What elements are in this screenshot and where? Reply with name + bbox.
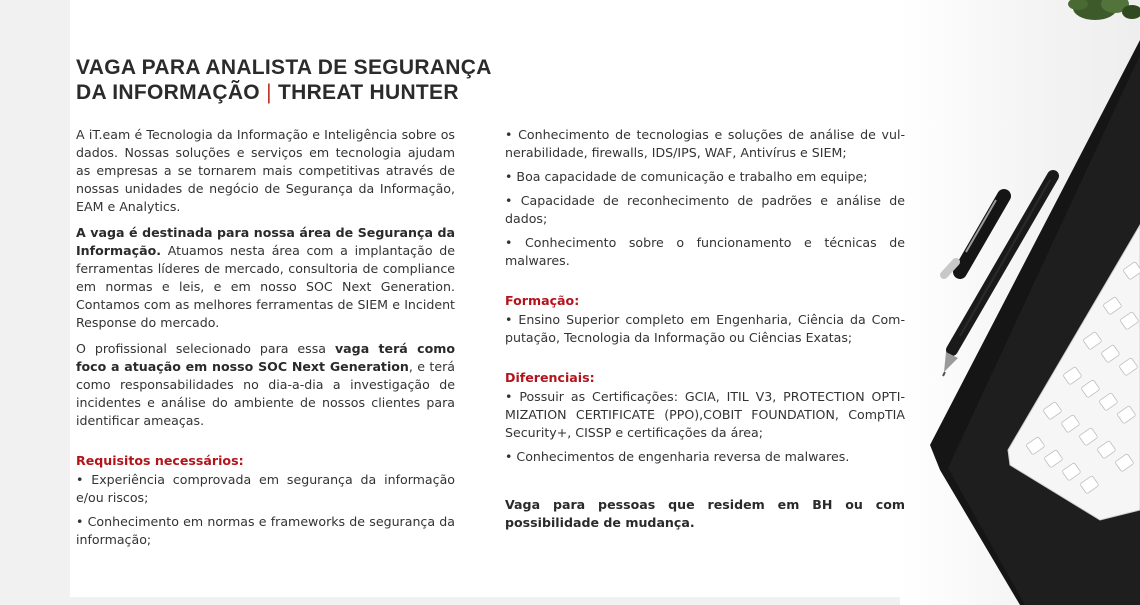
requirement-item: • Capacidade de reconhecimento de padrões e análise de dados; <box>505 193 905 226</box>
differential-item: • Conhecimentos de engenharia reversa de malwares. <box>505 449 850 464</box>
title-line-2-a: DA INFORMAÇÃO <box>76 81 260 104</box>
requirement-item: • Conhecimento sobre o funcionamento e técnicas de malwares. <box>505 235 905 268</box>
requirement-item: • Conhecimento em normas e frameworks de segurança da informação; <box>76 514 455 547</box>
plant-icon <box>1068 0 1140 20</box>
right-column <box>505 126 905 532</box>
left-column <box>76 126 455 549</box>
left-margin-band <box>0 0 70 605</box>
education-item: • Ensino Superior completo em Engenharia, Ciência da Computação, Tecnologia da Informação ou Ciências Exatas; <box>505 312 905 345</box>
title-separator: | <box>266 81 272 104</box>
role-paragraph-text-a: O profissional selecionado para essa <box>76 341 335 356</box>
area-paragraph-text: Atuamos nesta área com a implantação de ferramentas líderes de mercado, consultoria de compliance em normas e leis, e em nosso SOC Next Generation. Contamos com as melhores ferramentas de SIEM e Incident Response do mercado. <box>76 243 455 330</box>
differential-item: • Possuir as Certificações: GCIA, ITIL V3, PROTECTION OPTIMIZATION CERTIFICATE (PPO),COBIT FOUNDATION, CompTIA Security+, CISSP e certificações da área; <box>505 389 905 440</box>
location-note: Vaga para pessoas que residem em BH ou com possibilidade de mudança. <box>505 497 905 530</box>
requirement-item: • Experiência comprovada em segurança da informação e/ou riscos; <box>76 472 455 505</box>
title-line-1: VAGA PARA ANALISTA DE SEGURANÇA <box>76 56 492 79</box>
area-paragraph <box>76 224 455 332</box>
role-paragraph <box>76 340 455 430</box>
desk-photo <box>900 0 1140 605</box>
requirements-heading: Requisitos necessários: <box>76 453 244 468</box>
role-paragraph-bold: vaga terá como foco a atuação em nosso SOC Next Generation <box>76 341 456 374</box>
title-line-2-b: THREAT HUNTER <box>278 81 459 104</box>
requirement-item: • Boa capacidade de comunicação e trabalho em equipe; <box>505 169 868 184</box>
page-title <box>76 55 516 105</box>
differentials-heading: Diferenciais: <box>505 370 595 385</box>
education-heading: Formação: <box>505 293 580 308</box>
role-paragraph-text-b: , e terá como responsabilidades no dia-a-dia a investigação de incidentes e análise do ambiente de nossos clientes para identificar ameaças. <box>76 359 455 428</box>
area-paragraph-bold: A vaga é destinada para nossa área de Segurança da Informação. <box>76 225 455 258</box>
requirement-item: • Conhecimento de tecnologias e soluções de análise de vulnerabilidade, firewalls, IDS/IPS, WAF, Antivírus e SIEM; <box>505 127 905 160</box>
intro-paragraph: A iT.eam é Tecnologia da Informação e Inteligência sobre os dados. Nossas soluções e serviços em tecnologia ajudam as empresas a se tornarem mais competitivas através de nossas unidades de negócio de Segurança da Informação, EAM e Analytics. <box>76 127 455 214</box>
